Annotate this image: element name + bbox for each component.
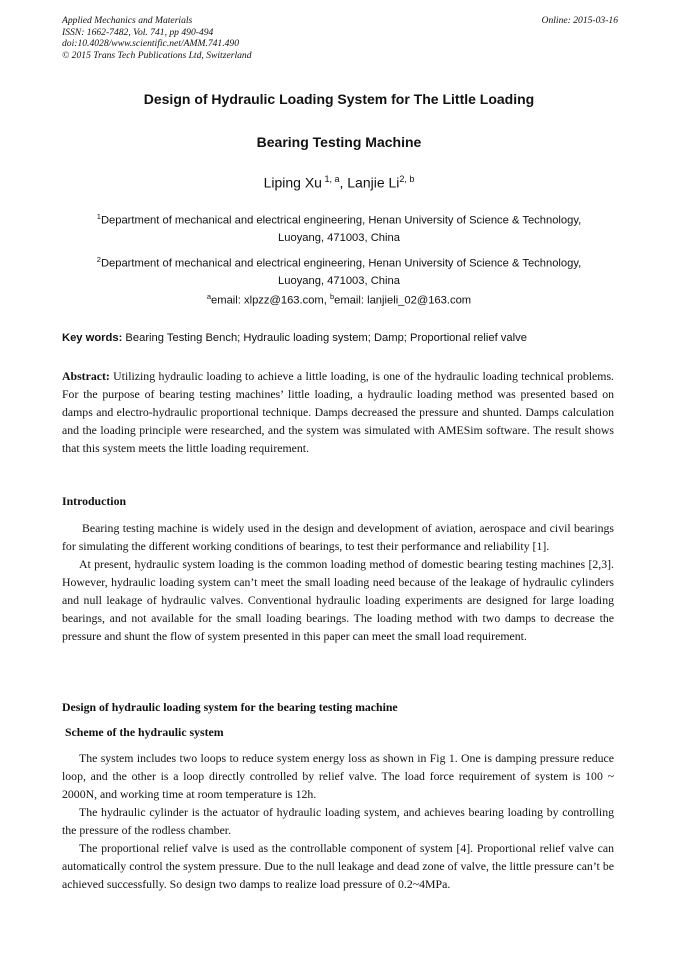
email-a-marker: a — [206, 292, 212, 301]
author-separator: , — [339, 174, 348, 191]
affiliation-2 — [60, 251, 618, 291]
issn-line: ISSN: 1662-7482, Vol. 741, pp 490-494 — [62, 26, 214, 38]
introduction-paragraph-1: Bearing testing machine is widely used in the design and development of aviation, aerospace and civil bearings for simulating the different working conditions of bearings, to test their performance and reliability [1]. — [62, 521, 614, 553]
author-1: Liping Xu — [263, 174, 322, 191]
affiliation-2-line-1: Department of mechanical and electrical engineering, Henan University of Science & Technology, — [100, 257, 582, 270]
affiliation-1 — [60, 208, 618, 248]
paper-title-line-2: Bearing Testing Machine — [256, 134, 422, 150]
keywords — [62, 332, 622, 344]
author-1-affiliation: 1, a — [321, 174, 340, 184]
abstract-label: Abstract: — [62, 369, 110, 383]
design-paragraph-2: The hydraulic cylinder is the actuator of hydraulic loading system, and achieves bearing loading by controlling the pressure of the rodless chamber. — [62, 805, 614, 837]
copyright-line: © 2015 Trans Tech Publications Ltd, Switzerland — [62, 49, 252, 61]
design-paragraph-1: The system includes two loops to reduce system energy loss as shown in Fig 1. One is damping pressure reduce loop, and the other is a loop directly controlled by relief valve. The load force requirement of system is 100 ~ 2000N, and working time at room temperature is 12h. — [62, 751, 614, 801]
author-2: Lanjie Li — [347, 174, 400, 191]
author-2-affiliation: 2, b — [399, 174, 415, 184]
keywords-label: Key words: — [62, 332, 123, 344]
email-b-marker: b — [329, 292, 335, 301]
affiliation-1-marker: 1 — [96, 212, 101, 221]
journal-name: Applied Mechanics and Materials — [62, 15, 193, 26]
affiliation-1-line-2: Luoyang, 471003, China — [278, 232, 400, 245]
design-section-body — [62, 749, 614, 893]
introduction-heading: Introduction — [62, 494, 127, 508]
introduction-paragraph-2: At present, hydraulic system loading is the common loading method of domestic bearing testing machines [2,3]. However, hydraulic loading system can’t meet the small loading need because of the leakage of hydraulic cylinders and null leakage of hydraulic valves. Conventional hydraulic loading experiments are designed for large loading bearings, and not available for the small loading bearings. The loading method with two damps to decrease the pressure and shunt the flow of system presented in this paper can meet the small load requirement. — [62, 557, 614, 643]
keywords-text: Bearing Testing Bench; Hydraulic loading system; Damp; Proportional relief valve — [122, 332, 527, 344]
abstract-text: Utilizing hydraulic loading to achieve a little loading, is one of the hydraulic loading technical problems. For the purpose of bearing testing machines’ little loading, a hydraulic loading method was presented based on damps and electro-hydraulic proportional technique. Damps decreased the pressure and shunted. Damps calculation and the loading principle were researched, and the system was simulated with AMESim software. The result shows that this system meets the little loading requirement. — [62, 369, 614, 455]
journal-header — [62, 15, 618, 61]
email-line — [60, 292, 618, 307]
paper-title-line-1: Design of Hydraulic Loading System for The Little Loading — [143, 91, 535, 107]
affiliation-2-line-2: Luoyang, 471003, China — [278, 275, 400, 288]
online-date: Online: 2015-03-16 — [541, 15, 618, 26]
doi-line: doi:10.4028/www.scientific.net/AMM.741.490 — [62, 38, 240, 50]
abstract — [62, 367, 614, 457]
design-paragraph-3: The proportional relief valve is used as the controllable component of system [4]. Proportional relief valve can automatically control the system pressure. Due to the null leakage and dead zone of valve, the little pressure can’t be achieved successfully. So design two damps to realize load pressure of 0.2~4MPa. — [62, 841, 614, 891]
author-line — [40, 174, 638, 191]
introduction-body — [62, 519, 614, 645]
design-section-heading: Design of hydraulic loading system for the bearing testing machine — [62, 700, 398, 714]
affiliation-2-marker: 2 — [96, 255, 101, 264]
email-a: email: xlpzz@163.com, — [211, 294, 330, 307]
scheme-subheading: Scheme of the hydraulic system — [65, 725, 224, 739]
email-b: email: lanjieli_02@163.com — [334, 294, 472, 307]
affiliation-1-line-1: Department of mechanical and electrical engineering, Henan University of Science & Technology, — [100, 214, 582, 227]
